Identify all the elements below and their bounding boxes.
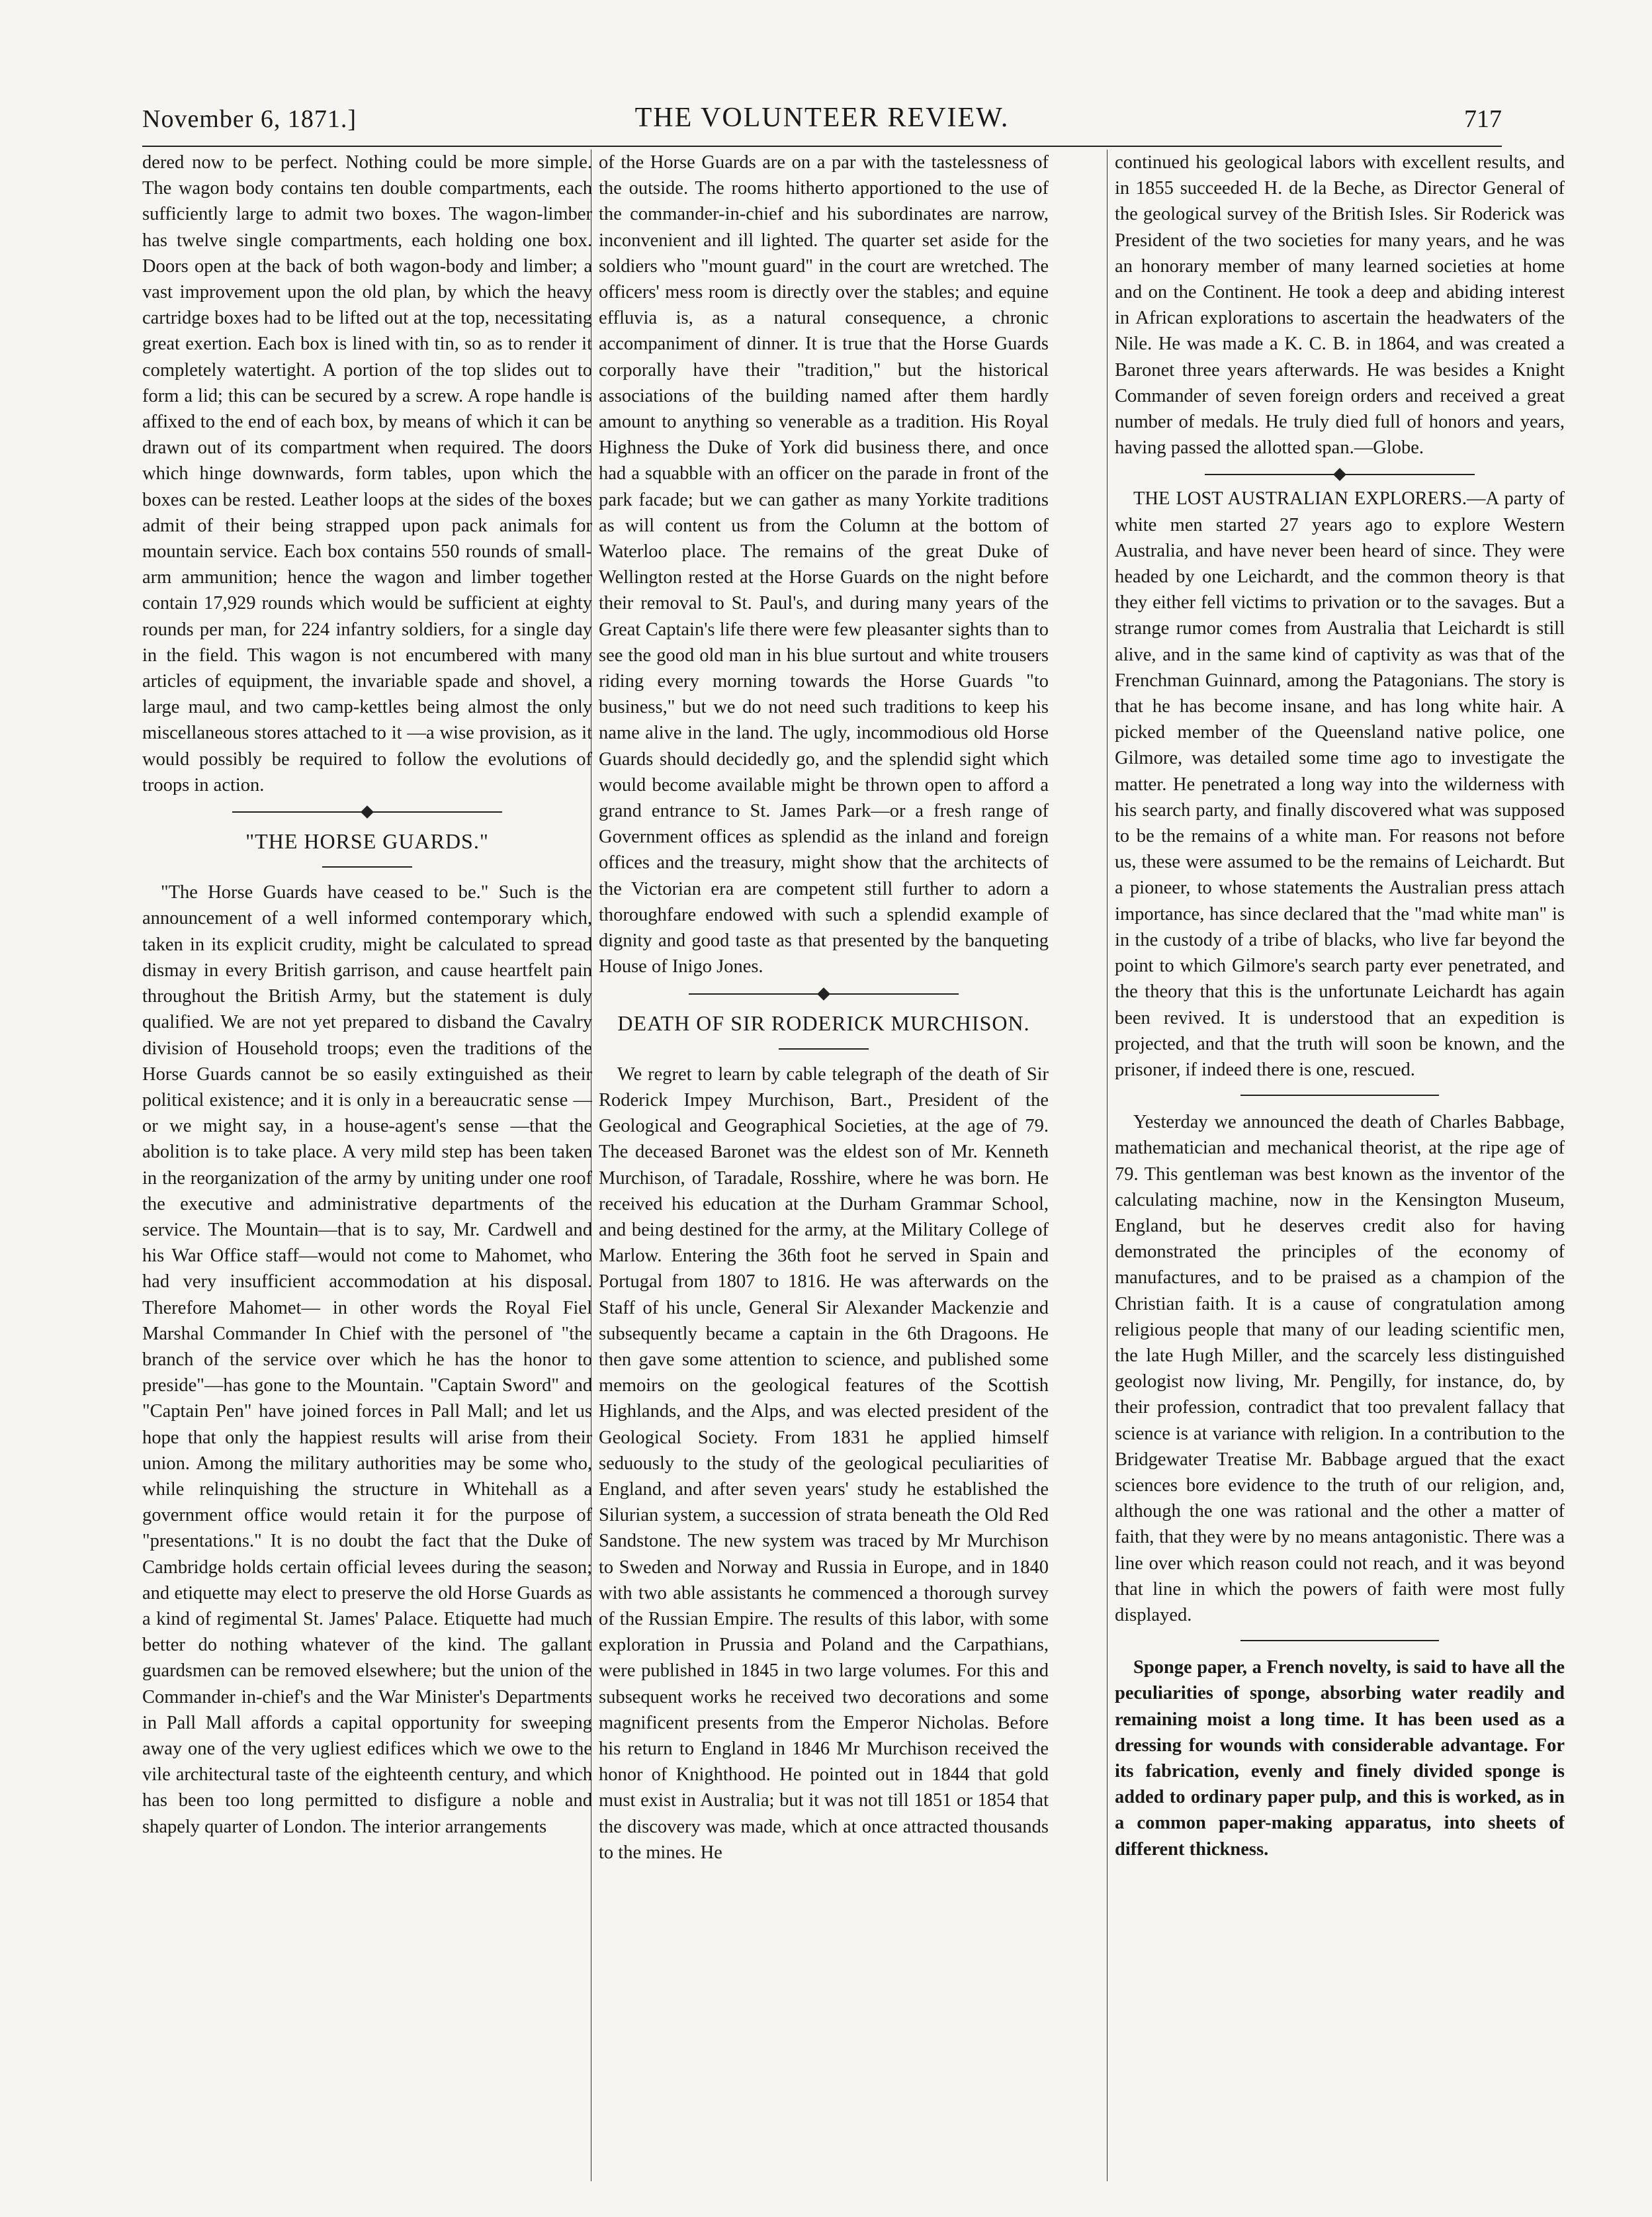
article-continuation-murchison: continued his geological labors with excellent results, and in 1855 succeeded H. de la Beche, as Director General of the geological survey of the British Isles. Sir Roderick was President of the two societies for many years, and he was an honorary member of many learned societies at home and on the Continent. He took a deep and abiding interest in African explorations to ascertain the headwaters of the Nile. He was made a K. C. B. in 1864, and was created a Baronet three years afterwards. He was besides a Knight Commander of seven foreign orders and received a great number of medals. He truly died full of honors and years, having passed the allotted span.—Globe. (1115, 152, 1565, 459)
section-rule (1115, 1089, 1565, 1101)
article-lost-explorers: THE LOST AUSTRALIAN EXPLORERS.—A party of white men started 27 years ago to explore Western Australia, and have never been heard of since. They were headed by one Leichardt, and the common theory is that they either fell victims to privation or to the savages. But a strange rumor comes from Australia that Leichardt is still alive, and in the same kind of captivity as was that of the Frenchman Guinnard, among the Patagonians. The story is that he has become insane, and has long white hair. A picked member of the Queensland native police, one Gilmore, was detailed some time ago to investigate the matter. He penetrated a long way into the wilderness with his search party, and finally discovered what was supposed to be the remains of a white man. For reasons not before us, these were assumed to be the remains of Leichardt. But a pioneer, to whose statements the Australian press attach importance, has since declared that the "mad white man" is in the custody of a tribe of blacks, who live far beyond the point to which Gilmore's search party ever penetrated, and the theory that this is the unfortunate Leichardt has again been revived. It is understood that an expedition is projected, and that the truth will soon be known, and the prisoner, if indeed there is one, rescued. (1115, 488, 1565, 1080)
page-number: 717 (1464, 105, 1502, 133)
article-sponge-paper: Sponge paper, a French novelty, is said to have all the peculiarities of sponge, absorbing water readily and remaining moist a long time. It has been used as a dressing for wounds with considerable advantage. For its fabrication, evenly and finely divided sponge is added to ordinary paper pulp, and this is worked, as in a common paper-making apparatus, into sheets of different thickness. (1115, 1657, 1565, 1860)
heading-rule (599, 1043, 1049, 1055)
article-body-murchison: We regret to learn by cable telegraph of the death of Sir Roderick Impey Murchison, Bart., President of the Geological and Geographical Societies, at the age of 79. The deceased Baronet was the eldest son of Mr. Kenneth Murchison, of Taradale, Rosshire, where he was born. He received his education at the Durham Grammar School, and being destined for the army, at the Military College of Marlow. Entering the 36th foot he served in Spain and Portugal from 1807 to 1816. He was afterwards on the Staff of his uncle, General Sir Alexander Mackenzie and subsequently became a captain in the 6th Dragoons. He then gave some attention to science, and published some memoirs on the geological features of the Scottish Highlands, and the Alps, and was elected president of the Geological Society. From 1831 he applied himself seduously to the study of the geological peculiarities of England, and after seven years' study he established the Silurian system, a succession of strata beneath the Old Red Sandstone. The new system was traced by Mr Murchison to Sweden and Norway and Russia in Europe, and in 1840 with two able assistants he commenced a thorough survey of the Russian Empire. The results of this labor, with some exploration in Prussia and Poland and the Carpathians, were published in 1845 in two large volumes. For this and subsequent works he received two decorations and some magnificent presents from the Emperor Nicholas. Before his return to England in 1846 Mr Murchison received the honor of Knighthood. He pointed out in 1844 that gold must exist in Australia; but it was not till 1851 or 1854 that the discovery was made, which at once attracted thousands to the mines. He (599, 1063, 1049, 1863)
column-rule-2 (1107, 150, 1108, 2181)
section-separator (599, 987, 1049, 1001)
section-separator (1115, 467, 1565, 482)
article-babbage: Yesterday we announced the death of Charles Babbage, mathematician and mechanical theorist, at the ripe age of 79. This gentleman was best known as the inventor of the calculating machine, now in the Kensington Museum, England, but he deserves credit also for having demonstrated the principles of the economy of manufactures, and to be praised as a champion of the Christian faith. It is a cause of congratulation among religious people that many of our leading scientific men, the late Hugh Miller, and the scarcely less distinguished geologist now living, Mr. Pengilly, for instance, do, by their profession, contradict that too prevalent fallacy that science is at variance with religion. In a contribution to the Bridgewater Treatise Mr. Babbage argued that the exact sciences bore evidence to the truth of our religion, and, although the one was rational and the other a matter of faith, that they were by no means antagonistic. There was a line over which reason could not reach, and it was beyond that line in which the powers of faith were most fully displayed. (1115, 1112, 1565, 1625)
column-3 (1115, 150, 1565, 2188)
page-header (142, 99, 1502, 147)
article-heading-horse-guards: "THE HORSE GUARDS." (245, 829, 489, 854)
issue-date: November 6, 1871.] (142, 105, 357, 133)
article-continuation: dered now to be perfect. Nothing could be more simple. The wagon body contains ten double compartments, each sufficiently large to admit two boxes. The wagon-limber has twelve single compartments, each holding one box. Doors open at the back of both wagon-body and limber; a vast improvement upon the old plan, by which the heavy cartridge boxes had to be lifted out at the top, necessitating great exertion. Each box is lined with tin, so as to render it completely watertight. A portion of the top slides out to form a lid; this can be secured by a screw. A rope handle is affixed to the end of each box, by means of which it can be drawn out of its compartment when required. The doors which hinge downwards, form tables, upon which the boxes can be rested. Leather loops at the sides of the boxes admit of their being strapped upon pack animals for mountain service. Each box contains 550 rounds of small-arm ammunition; hence the wagon and limber together contain 17,929 rounds which would be sufficient at eighty rounds per man, for 224 infantry soldiers, for a single day in the field. This wagon is not encumbered with many articles of equipment, the invariable spade and shovel, a large maul, and two camp-kettles being almost the only miscellaneous stores attached to it —a wise provision, as it would possibly be required to follow the evolutions of troops in action. (142, 152, 592, 795)
article-continuation-horse-guards: of the Horse Guards are on a par with the tastelessness of the outside. The rooms hitherto apportioned to the use of the commander-in-chief and his subordinates are narrow, inconvenient and ill lighted. The quarter set aside for the soldiers who "mount guard" in the court are wretched. The officers' mess room is directly over the stables; and equine effluvia is, as a natural consequence, a chronic accompaniment of dinner. It is true that the Horse Guards corporally have their "tradition," but the historical associations of the building named after them hardly amount to anything so venerable as a tradition. His Royal Highness the Duke of York did business there, and once had a squabble with an officer on the parade in front of the park facade; but we can gather as many Yorkite traditions as will content us from the Column at the bottom of Waterloo place. The remains of the great Duke of Wellington rested at the Horse Guards on the night before their removal to St. Paul's, and during many years of the Great Captain's life there were few pleasanter sights than to see the good old man in his blue surtout and white trousers riding every morning towards the Horse Guards "to business," but we do not need such traditions to keep his name alive in the land. The ugly, incommodious old Horse Guards should decidedly go, and the splendid sight which would become available might be thrown open to afford a grand entrance to St. James Park—or a fresh range of Government offices as splendid as the inland and foreign offices and the treasury, might show that the architects of the Victorian era are competent still further to adorn a thoroughfare endowed with such a splendid example of dignity and good taste as that presented by the banqueting House of Inigo Jones. (599, 152, 1049, 977)
heading-rule (142, 861, 592, 873)
article-heading-murchison: DEATH OF SIR RODERICK MURCHISON. (617, 1011, 1030, 1035)
column-1 (142, 150, 592, 2188)
article-body-horse-guards: "The Horse Guards have ceased to be." Such is the announcement of a well informed contemporary which, taken in its explicit crudity, might be calculated to spread dismay in every British garrison, and cause heartfelt pain throughout the British Army, but the statement is duly qualified. We are not yet prepared to disband the Cavalry division of Household troops; even the traditions of the Horse Guards cannot be so easily extinguished as their political existence; and it is only in a bereaucratic sense —or we might say, in a house-agent's sense —that the abolition is to take place. A very mild step has been taken in the reorganization of the army by uniting under one roof the executive and administrative departments of the service. The Mountain—that is to say, Mr. Cardwell and his War Office staff—would not come to Mahomet, who had very insufficient accommodation at his disposal. Therefore Mahomet— in other words the Royal Fiel Marshal Commander In Chief with the personel of "the branch of the service over which he has the honor to preside"—has gone to the Mountain. "Captain Sword" and "Captain Pen" have joined forces in Pall Mall; and let us hope that only the happiest results will arise from their union. Among the military authorities may be some who, while relinquishing the structure in Whitehall as a government office would retain it for the purpose of "presentations." It is no doubt the fact that the Duke of Cambridge holds certain official levees during the season; and etiquette may elect to preserve the old Horse Guards as a kind of regimental St. James' Palace. Etiquette had much better do nothing whatever of the kind. The gallant guardsmen can be removed elsewhere; but the union of the Commander in-chief's and the War Minister's Departments in Pall Mall affords a capital opportunity for sweeping away one of the very ugliest edifices which we owe to the vile architectural taste of the eighteenth century, and which has been too long permitted to disfigure a noble and shapely quarter of London. The interior arrangements (142, 882, 592, 1837)
section-rule (1115, 1635, 1565, 1647)
column-2 (599, 150, 1049, 2188)
publication-title: THE VOLUNTEER REVIEW. (634, 103, 1010, 133)
section-separator (142, 805, 592, 819)
